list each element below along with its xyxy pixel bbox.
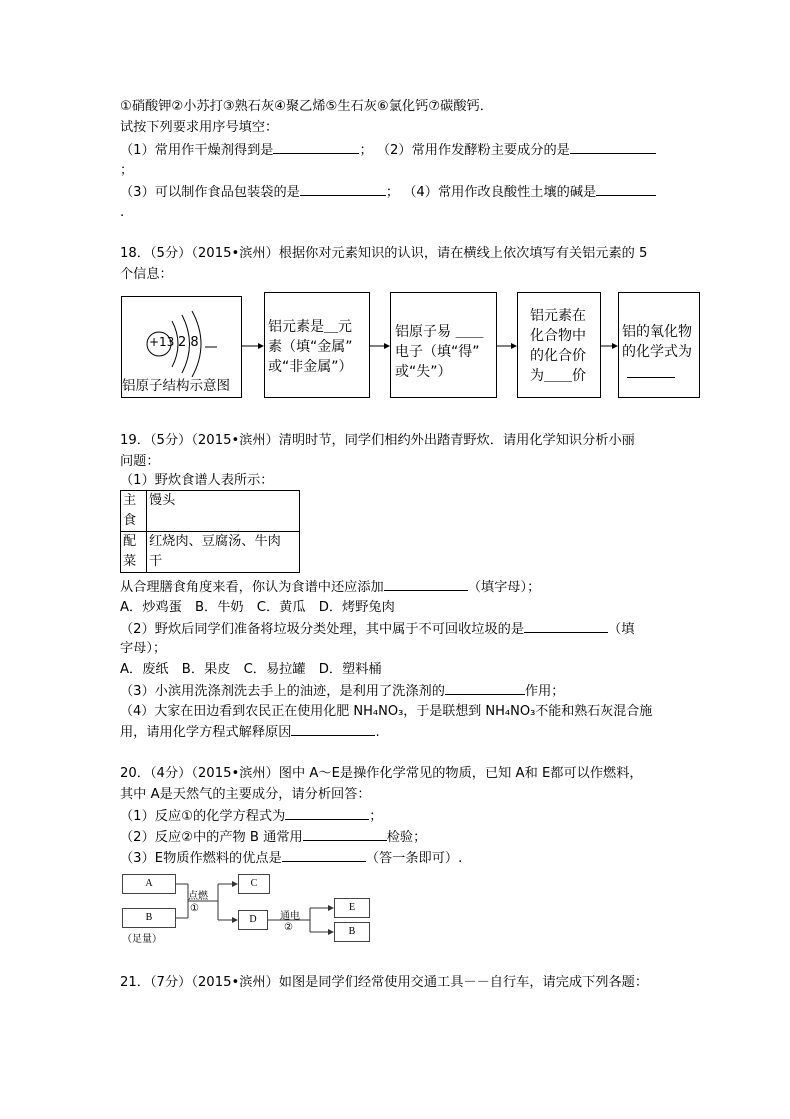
q19-line-b: （2）野炊后同学们准备将垃圾分类处理，其中属于不可回收垃圾的是 （填: [120, 622, 635, 637]
q1-semicolon: ；: [359, 143, 373, 158]
q19-line-d2: 用，请用化学方程式解释原因 .: [120, 725, 380, 740]
oxide-line1: 铝的氧化物: [622, 324, 692, 340]
table-row: [121, 491, 300, 532]
q2-blank[interactable]: [570, 141, 656, 154]
menu-label-sides: 配 菜: [121, 532, 147, 573]
menu-content-sides: 红烧肉、豆腐汤、牛肉 干: [147, 532, 300, 573]
q20-s2: （2）反应②中的产物 B 通常用 检验；: [120, 830, 427, 845]
oxide-line2: 的化学式为: [622, 344, 692, 360]
q18-header-line1: 18．（5分）（2015•滨州）根据你对元素知识的认识，请在横线上依次填写有关铝元素的 5: [120, 246, 648, 261]
q19-options-2: A．废纸 B．果皮 C．易拉罐 D．塑料桶: [120, 662, 382, 677]
reaction-2-label: ②: [284, 922, 293, 933]
intro-q3-line: [120, 183, 656, 202]
q20-header-line1: 20．（4分）（2015•滨州）图中 A～E是操作化学常见的物质，已知 A和 E都可以作燃料，: [120, 766, 643, 781]
q4-text: （4）常用作改良酸性土壤的碱是: [403, 185, 597, 200]
q20-s3: （3）E物质作燃料的优点是 （答一条即可）.: [120, 851, 463, 866]
intro-instruction: 试按下列要求用序号填空：: [120, 120, 279, 135]
q20-header-line2: 其中 A是天然气的主要成分，请分析回答：: [120, 787, 371, 802]
element-type-box: [264, 292, 370, 398]
condition-electrolysis: 通电: [280, 911, 300, 922]
valence-line2: 化合物中: [530, 328, 586, 344]
intro-items: ①硝酸钾②小苏打③熟石灰④聚乙烯⑤生石灰⑥氯化钙⑦碳酸钙．: [120, 99, 493, 114]
q19-header-line1: 19．（5分）（2015•滨州）清明时节，同学们相约外出踏青野炊．请用化学知识分析小丽: [120, 433, 635, 448]
node-c: C: [238, 874, 270, 894]
q19-line-d: （4）大家在田边看到农民正在使用化肥 NH₄NO₃，于是联想到 NH₄NO₃不能和熟石灰混合施: [120, 704, 653, 719]
electron-line3: 或“失”）: [395, 364, 452, 380]
table-row: [121, 532, 300, 573]
reaction-1-label: ①: [190, 903, 199, 914]
electron-line1: 铝原子易 ＿＿: [395, 324, 484, 340]
condition-ignite: 点燃: [188, 891, 208, 902]
menu-content-staple: 馒头: [147, 491, 300, 532]
atom-diagram-label: 铝原子结构示意图: [122, 378, 230, 394]
q20-s3-blank[interactable]: [282, 849, 366, 862]
q3-text: （3）可以制作食品包装袋的是: [120, 185, 300, 200]
node-d: D: [238, 910, 268, 930]
q2-text: （2）常用作发酵粉主要成分的是: [376, 143, 570, 158]
excess-label: （足量）: [122, 934, 162, 945]
nucleus-charge: +13: [149, 335, 175, 349]
element-type-line2: 素（填“金属”: [268, 339, 353, 355]
q20-s1-blank[interactable]: [285, 807, 369, 820]
q3-blank[interactable]: [300, 183, 386, 196]
node-b: B: [122, 908, 176, 928]
valence-box: [517, 292, 601, 398]
q20-s2-blank[interactable]: [303, 828, 387, 841]
q19-line-c: （3）小滨用洗涤剂洗去手上的油迹，是利用了洗涤剂的 作用；: [120, 684, 565, 699]
q18-header-line2: 个信息：: [120, 267, 173, 282]
q19-d-blank[interactable]: [291, 723, 375, 736]
q19-sub1: （1）野炊食谱人表所示：: [120, 473, 274, 488]
node-e: E: [334, 898, 370, 918]
node-b-product: B: [334, 922, 370, 942]
q19-a-blank[interactable]: [384, 578, 468, 591]
reaction-diagram: [118, 870, 372, 950]
electron-shells: 2 8: [178, 335, 199, 350]
q19-b-blank[interactable]: [524, 620, 608, 633]
q4-period: .: [120, 205, 125, 220]
oxide-blank[interactable]: [627, 377, 675, 378]
electron-gain-loss-box: [390, 292, 497, 398]
intro-q1-line: [120, 141, 656, 160]
q3-semicolon: ；: [385, 185, 400, 200]
element-type-line3: 或“非金属”）: [268, 359, 353, 375]
oxide-formula-box: [618, 292, 700, 398]
menu-label-staple: 主 食: [121, 491, 147, 532]
q19-options-1: A．炒鸡蛋 B．牛奶 C．黄瓜 D．烤野兔肉: [120, 600, 395, 615]
menu-table: [120, 490, 300, 573]
valence-line3: 的化合价: [530, 348, 586, 364]
q19-header-line2: 问题：: [120, 454, 160, 469]
q4-blank[interactable]: [596, 183, 656, 196]
q20-s1: （1）反应①的化学方程式为 ；: [120, 809, 383, 824]
q1-text: （1）常用作干燥剂得到是: [120, 143, 274, 158]
valence-line1: 铝元素在: [530, 308, 586, 324]
q19-line-a: 从合理膳食角度来看，你认为食谱中还应添加 （填字母）；: [120, 580, 541, 595]
q21-header: 21．（7分）（2015•滨州）如图是同学们经常使用交通工具－－自行车，请完成下列各题：: [120, 975, 649, 990]
electron-line2: 电子（填“得”: [395, 344, 480, 360]
valence-line4: 为＿＿价: [530, 368, 586, 384]
node-a: A: [122, 874, 176, 894]
element-type-line1: 铝元素是＿元: [268, 319, 352, 335]
q19-c-blank[interactable]: [445, 682, 525, 695]
q19-line-b2: 字母）；: [120, 641, 167, 656]
q2-semicolon: ；: [120, 163, 134, 178]
q1-blank[interactable]: [273, 141, 359, 154]
